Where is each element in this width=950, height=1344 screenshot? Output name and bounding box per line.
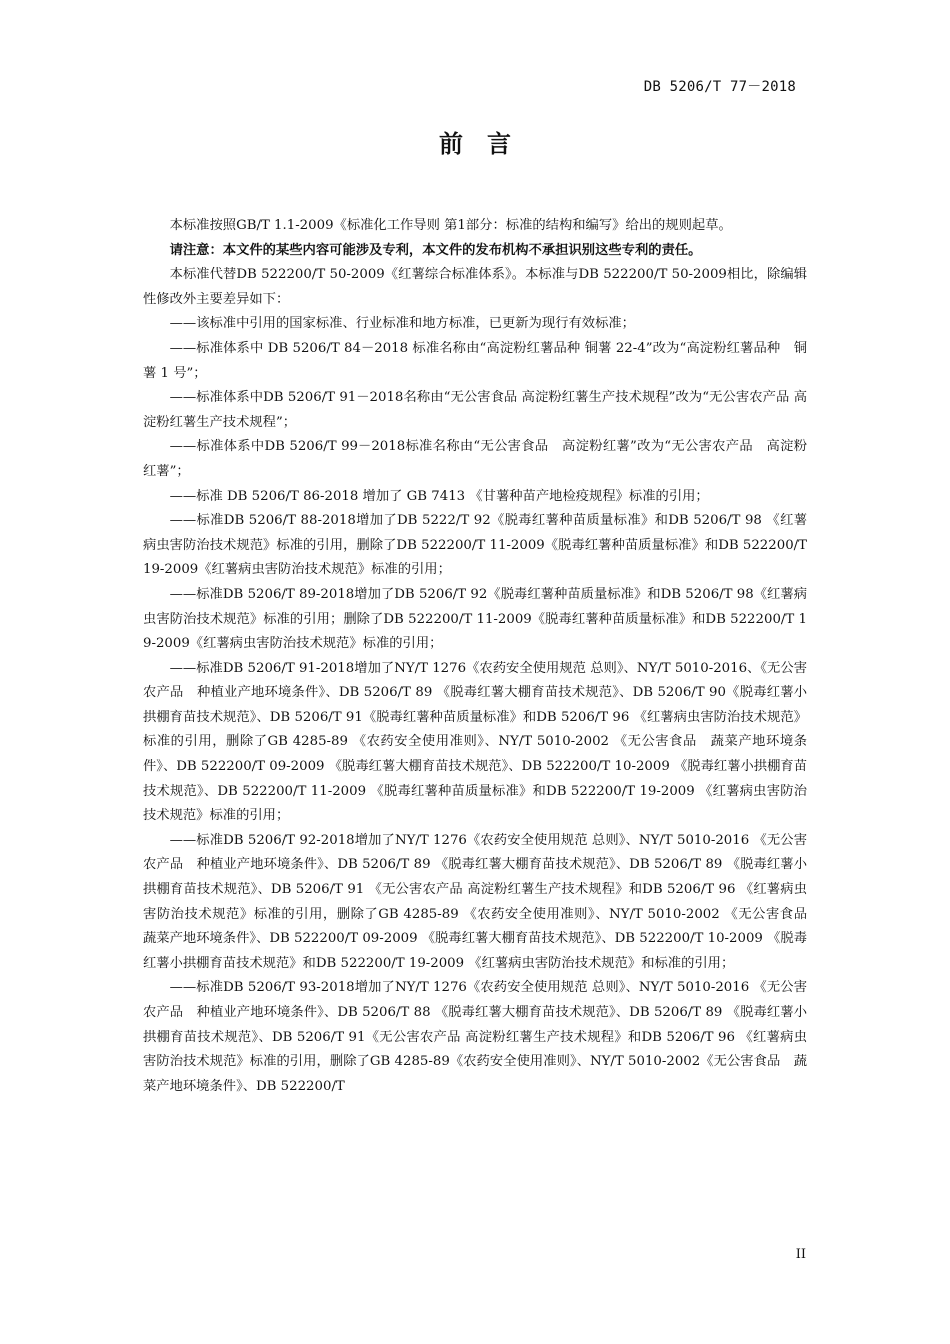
change-item: ——标准DB 5206/T 89-2018增加了DB 5206/T 92《脱毒红薯种苗质量标准》和DB 5206/T 98《红薯病虫害防治技术规范》标准的引用；删除了DB 522200/T 11-2009《脱毒红薯种苗质量标准》和DB 522200/T 19-2009《红薯病虫害防治技术规范》标准的引用； [143, 586, 807, 652]
change-item: ——标准DB 5206/T 93-2018增加了NY/T 1276《农药安全使用规范 总则》、NY/T 5010-2016 《无公害农产品 种植业产地环境条件》、DB 5206/T 88 《脱毒红薯大棚育苗技术规范》、DB 5206/T 89 《脱毒红薯小拱棚育苗技术规范》、DB 5206/T 91《无公害农产品 高淀粉红薯生产技术规程》和DB 5206/T 96 《红薯病虫害防治技术规范》标准的引用，删除了GB 4285-89《农药安全使用准则》、NY/T 5010-2002《无公害食品 蔬菜产地环境条件》、DB 522200/T [143, 980, 807, 1094]
paragraph-patent-notice: 请注意：本文件的某些内容可能涉及专利，本文件的发布机构不承担识别这些专利的责任。 [169, 242, 702, 258]
change-item: ——标准DB 5206/T 92-2018增加了NY/T 1276《农药安全使用规范 总则》、NY/T 5010-2016 《无公害农产品 种植业产地环境条件》、DB 5206/T 89 《脱毒红薯大棚育苗技术规范》、DB 5206/T 89 《脱毒红薯小拱棚育苗技术规范》、DB 5206/T 91 《无公害农产品 高淀粉红薯生产技术规程》和DB 5206/T 96 《红薯病虫害防治技术规范》标准的引用，删除了GB 4285-89 《农药安全使用准则》、NY/T 5010-2002 《无公害食品 蔬菜产地环境条件》、DB 522200/T 09-2009 《脱毒红薯大棚育苗技术规范》、DB 522200/T 10-2009 《脱毒红薯小拱棚育苗技术规范》和DB 522200/T 19-2009 《红薯病虫害防治技术规范》和标准的引用； [143, 832, 821, 971]
change-item: ——该标准中引用的国家标准、行业标准和地方标准，已更新为现行有效标准； [169, 316, 635, 332]
page-number: II [795, 1247, 806, 1262]
change-item: ——标准体系中 DB 5206/T 84－2018 标准名称由“高淀粉红薯品种 铜薯 22-4”改为“高淀粉红薯品种 铜薯 1 号”； [143, 340, 807, 381]
paragraph-replacement: 本标准代替DB 522200/T 50-2009《红薯综合标准体系》。本标准与DB 522200/T 50-2009相比，除编辑性修改外主要差异如下： [143, 267, 807, 307]
change-item: ——标准体系中DB 5206/T 91－2018名称由“无公害食品 高淀粉红薯生产技术规程”改为“无公害农产品 高淀粉红薯生产技术规程”； [143, 390, 807, 430]
change-item: ——标准DB 5206/T 88-2018增加了DB 5222/T 92《脱毒红薯种苗质量标准》和DB 5206/T 98 《红薯病虫害防治技术规范》标准的引用，删除了DB 522200/T 11-2009《脱毒红薯种苗质量标准》和DB 522200/T 19-2009《红薯病虫害防治技术规范》标准的引用； [143, 513, 807, 578]
change-item: ——标准 DB 5206/T 86-2018 增加了 GB 7413 《甘薯种苗产地检疫规程》标准的引用； [169, 488, 709, 504]
standard-code: DB 5206/T 77－2018 [643, 79, 796, 95]
paragraph-basis: 本标准按照GB/T 1.1-2009《标准化工作导则 第1部分：标准的结构和编写》给出的规则起草。 [169, 218, 732, 233]
change-item: ——标准体系中DB 5206/T 99－2018标准名称由“无公害食品 高淀粉红薯”改为“无公害农产品 高淀粉红薯”； [143, 439, 807, 479]
page-title: 前言 [439, 130, 535, 158]
body-text [143, 214, 821, 1099]
change-item: ——标准DB 5206/T 91-2018增加了NY/T 1276《农药安全使用规范 总则》、NY/T 5010-2016、《无公害农产品 种植业产地环境条件》、DB 5206/T 89 《脱毒红薯大棚育苗技术规范》、DB 5206/T 90《脱毒红薯小拱棚育苗技术规范》、DB 5206/T 91《脱毒红薯种苗质量标准》和DB 5206/T 96 《红薯病虫害防治技术规范》标准的引用，删除了GB 4285-89 《农药安全使用准则》、NY/T 5010-2002 《无公害食品 蔬菜产地环境条件》、DB 522200/T 09-2009 《脱毒红薯大棚育苗技术规范》、DB 522200/T 10-2009 《脱毒红薯小拱棚育苗技术规范》、DB 522200/T 11-2009 《脱毒红薯种苗质量标准》和DB 522200/T 19-2009 《红薯病虫害防治技术规范》标准的引用； [143, 660, 807, 824]
